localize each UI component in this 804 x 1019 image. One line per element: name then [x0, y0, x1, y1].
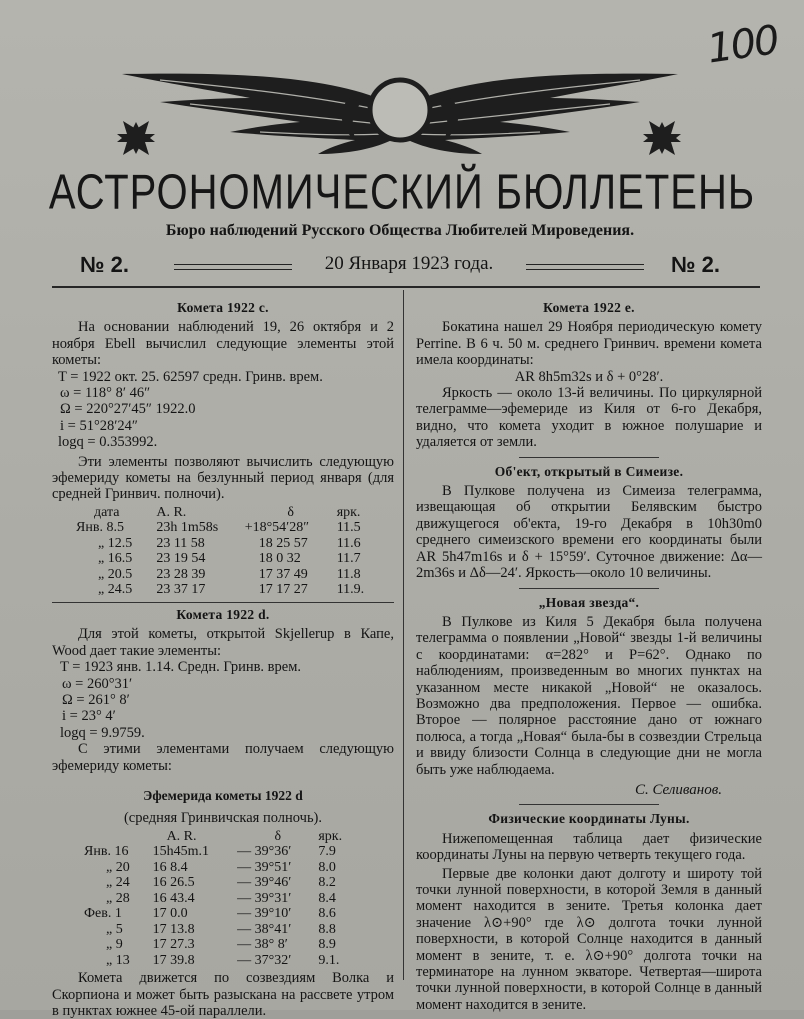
eph-cell: „ 24.5: [98, 582, 133, 598]
table-row: [84, 937, 354, 953]
eph-cell: 17 27.3: [152, 937, 195, 953]
moon-paragraph: Нижепомещенная таблица дает физические координаты Луны на первую четверть текущего года.: [416, 830, 762, 864]
table-row: [84, 953, 354, 969]
section-rule: [519, 457, 659, 458]
column-divider: [403, 290, 404, 980]
eph-cell: 11.9.: [336, 582, 365, 598]
eph-cell: 7.9: [318, 844, 336, 860]
comet-c-heading: Комета 1922 с.: [177, 300, 269, 315]
table-row: [84, 922, 354, 938]
eph-cell: „ 20.5: [98, 566, 133, 582]
eph-cell: +18°54′28″: [244, 520, 310, 536]
nova-signature: С. Селиванов.: [634, 781, 722, 798]
eph-cell: 11.6: [336, 535, 361, 551]
eph-cell: 8.4: [318, 890, 336, 906]
right-column: [416, 296, 762, 1013]
eph-cell: 16 43.4: [152, 890, 195, 906]
table-row: [76, 567, 376, 583]
eph-cell: „ 13: [106, 952, 130, 968]
element-line: T = 1922 окт. 25. 62597 средн. Гринв. врем.: [58, 368, 323, 385]
eph-header: A. R.: [166, 828, 197, 844]
eph-cell: Фев. 1: [84, 906, 122, 922]
eph-cell: 23 37 17: [156, 582, 206, 598]
winged-sun-emblem: [100, 68, 700, 176]
eph-cell: — 39°46′: [237, 875, 292, 891]
nova-paragraph: В Пулкове из Киля 5 Декабря была получена телеграмма о появлении „Новой“ звезды 1-й величины с координатами: α=282° и P=62°. Однако по наблюдениям, произведенным во многих пунктах на указанном месте никакой „Новой“ не оказалось. Возможно два предположения. Первое — ошибка. Второе — полярное расстояние дано от южнаго полюса, а тогда „Новая“ была-бы в созвездии Стрельца и ввиду близости Солнца в следующие дни не могла быть уже наблюдаема.: [416, 613, 762, 778]
eph-cell: 23h 1m58s: [156, 520, 219, 536]
eph-cell: „ 5: [106, 921, 123, 937]
header-rule: [52, 286, 760, 288]
eph-cell: 23 11 58: [156, 535, 205, 551]
section-rule: [52, 602, 394, 603]
eph-cell: „ 16.5: [98, 551, 133, 567]
element-line: Ω = 220°27′45″ 1922.0: [60, 401, 196, 418]
eph-cell: „ 20: [106, 859, 130, 875]
eph-cell: 11.5: [336, 520, 361, 536]
eph-cell: 17 37 49: [258, 566, 308, 582]
table-row: [84, 860, 354, 876]
eph-cell: 16 26.5: [152, 875, 195, 891]
eph-header: [84, 829, 153, 845]
element-line: i = 51°28′24″: [60, 417, 138, 434]
table-row: [76, 536, 376, 552]
eph-cell: 23 19 54: [156, 551, 206, 567]
issue-number-right: № 2.: [671, 252, 720, 277]
comet-e-coordinates: AR 8h5m32s и δ + 0°28′.: [514, 368, 664, 385]
eph-cell: 8.9: [318, 937, 336, 953]
nova-heading: „Новая звезда“.: [538, 594, 640, 610]
comet-c-paragraph-2: Эти элементы позволяют вычислить следующую эфемериду кометы на безлунный период января (для средней Гринвич. полночи).: [52, 453, 394, 503]
eph-header: δ: [287, 504, 294, 520]
comet-c-paragraph: На основании наблюдений 19, 26 октября и 2 ноября Ebell вычислил следующие элементы этой кометы:: [52, 319, 394, 369]
eph-header: ярк.: [336, 504, 361, 520]
comet-d-ephemeris: [84, 829, 354, 969]
left-column: [52, 296, 394, 1019]
element-line: T = 1923 янв. 1.14. Средн. Гринв. врем.: [60, 659, 302, 676]
eph-cell: — 39°36′: [237, 844, 292, 860]
element-line: ω = 260°31′: [62, 675, 133, 692]
eph-cell: 17 0.0: [152, 906, 188, 922]
moon-heading: Физические координаты Луны.: [488, 811, 690, 827]
eph-cell: — 39°10′: [237, 906, 292, 922]
simeiz-heading: Об'ект, открытый в Симеизе.: [494, 463, 684, 479]
eph-cell: 8.0: [318, 859, 336, 875]
eph-cell: 16 8.4: [152, 859, 188, 875]
eph-cell: — 39°31′: [237, 890, 292, 906]
eph-cell: — 38°41′: [237, 921, 292, 937]
eph-cell: 23 28 39: [156, 566, 206, 582]
eph-cell: 17 39.8: [152, 952, 195, 968]
eph-cell: Янв. 16: [84, 844, 129, 860]
eph-cell: — 37°32′: [237, 952, 292, 968]
comet-e-heading: Комета 1922 е.: [543, 300, 635, 315]
table-row: [76, 582, 376, 598]
eph-cell: 15h45m.1: [152, 844, 209, 860]
eph-cell: 8.2: [318, 875, 336, 891]
table-row: [84, 875, 354, 891]
table-row: [84, 844, 354, 860]
eph-cell: 9.1.: [318, 952, 340, 968]
element-line: logq = 9.9759.: [60, 724, 145, 741]
section-rule: [519, 804, 659, 805]
moon-paragraph-2: Первые две колонки дают долготу и широту той точки лунной поверхности, в которой Земля в данный момент находится в зените. Третья колонка дает значение λ⊙+90° где λ⊙ долгота точки лунной поверхности, в которой Солнце находится в данный момент в зените, т. е. λ⊙+90° долгота точки на терминаторе на лунном экваторе. Четвертая—широта точки лунной поверхности, в которой Солнце в данный момент находится в зените.: [416, 865, 762, 1013]
table-row: [76, 520, 376, 536]
eph-cell: 8.6: [318, 906, 336, 922]
eph-header: δ: [274, 828, 282, 844]
table-row: [76, 551, 376, 567]
element-line: Ω = 261° 8′: [62, 691, 130, 708]
issue-row: [56, 252, 750, 284]
comet-d-ephemeris-subtitle: (средняя Гринвичская полночь).: [123, 810, 323, 827]
eph-header: дата: [94, 504, 120, 520]
eph-cell: 8.8: [318, 921, 336, 937]
comet-c-elements: [52, 369, 394, 451]
eph-cell: 18 0 32: [258, 551, 301, 567]
comet-c-ephemeris: [76, 505, 376, 598]
handwritten-page-number: 100: [704, 17, 781, 73]
comet-d-paragraph: Для этой кометы, открытой Skjellerup в Капе, Wood дает такие элементы:: [52, 626, 394, 659]
simeiz-paragraph: В Пулкове получена из Симеиза телеграмма, извещающая об открытии Белявским быстро движущегося об'екта, 19-го Декабря в 10h30m0 среднего симеизского времени его координаты были AR 5h47m16s и δ + 15°59′. Суточное движение: Δα—2m36s и Δδ—24′. Яркость—около 10 величины.: [416, 483, 762, 582]
issue-date: 20 Января 1923 года.: [324, 253, 494, 274]
eph-header: A. R.: [156, 504, 187, 520]
eph-header: ярк.: [318, 828, 343, 844]
eph-cell: — 38° 8′: [237, 937, 288, 953]
eph-cell: „ 12.5: [98, 535, 133, 551]
eph-cell: „ 24: [106, 875, 130, 891]
comet-e-paragraph: Бокатина нашел 29 Ноября периодическую комету Perrine. В 6 ч. 50 м. среднего Гринвич. времени комета имела координаты:: [416, 319, 762, 369]
table-row: [84, 906, 354, 922]
bulletin-subtitle: Бюро наблюдений Русского Общества Любителей Мироведения.: [165, 222, 635, 239]
comet-d-heading: Комета 1922 d.: [176, 606, 270, 622]
comet-d-ephemeris-title: Эфемерида кометы 1922 d: [143, 787, 303, 803]
comet-d-paragraph-2: С этими элементами получаем следующую эфемериду кометы:: [52, 741, 394, 774]
issue-number-left: № 2.: [80, 252, 129, 277]
double-rule-left: [174, 264, 292, 270]
comet-e-paragraph-2: Яркость — около 13-й величины. По циркулярной телеграмме—эфемериде из Киля от 6-го Декабря, видно, что комета уходит в южное полушарие и удаляется от земли.: [416, 385, 762, 451]
eph-cell: „ 28: [106, 890, 130, 906]
eph-cell: 18 25 57: [258, 535, 308, 551]
element-line: logq = 0.353992.: [58, 434, 158, 451]
eph-cell: 17 17 27: [258, 582, 308, 598]
eph-cell: Янв. 8.5: [76, 520, 124, 536]
comet-d-paragraph-3: Комета движется по созвездиям Волка и Скорпиона и может быть разыскана на рассвете утром в пунктах южнее 45-ой параллели.: [52, 970, 394, 1019]
eph-cell: — 39°51′: [237, 859, 292, 875]
element-line: ω = 118° 8′ 46″: [60, 385, 151, 402]
eph-cell: 11.7: [336, 551, 361, 567]
comet-d-elements: [52, 659, 394, 741]
element-line: i = 23° 4′: [62, 708, 116, 725]
section-rule: [519, 588, 659, 589]
eph-cell: „ 9: [106, 937, 123, 953]
double-rule-right: [526, 264, 644, 270]
bulletin-title: АСТРОНОМИЧЕСКИЙ БЮЛЛЕТЕНЬ: [48, 166, 756, 220]
eph-cell: 17 13.8: [152, 921, 195, 937]
table-row: [84, 891, 354, 907]
eph-cell: 11.8: [336, 566, 361, 582]
